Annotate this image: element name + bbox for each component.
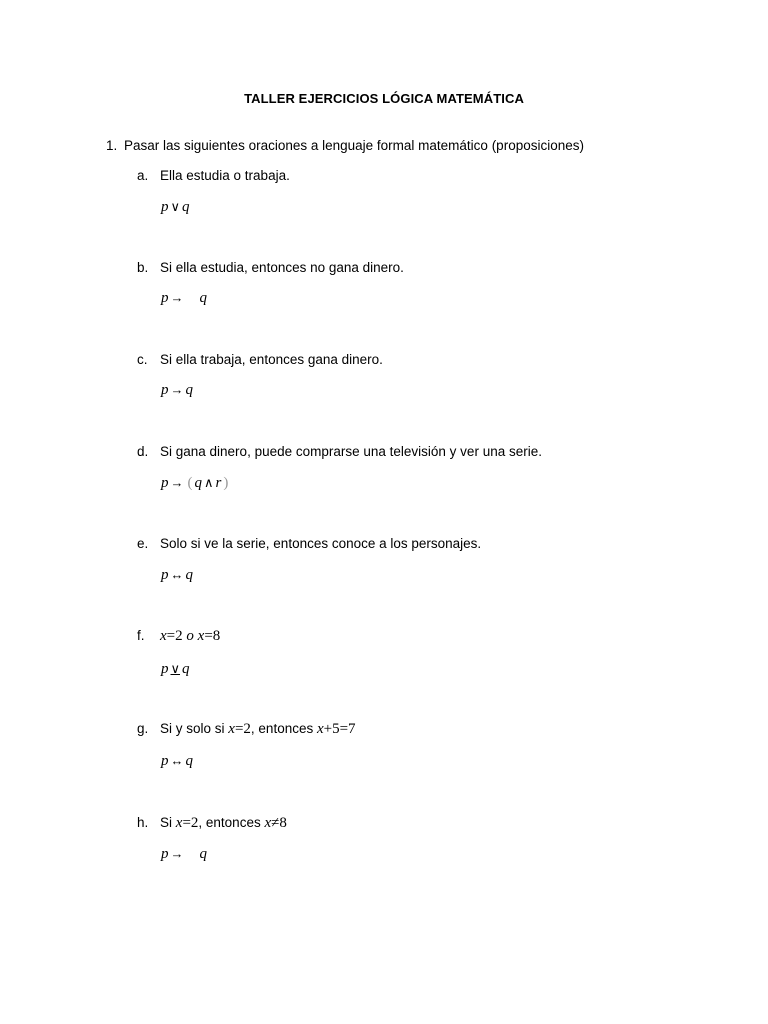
formula-g xyxy=(161,753,193,770)
var-p: p xyxy=(161,382,169,398)
formula-f xyxy=(161,661,190,678)
right-paren: ) xyxy=(223,475,229,491)
item-math: x=2 xyxy=(175,815,199,831)
item-b xyxy=(137,260,404,275)
iff-symbol: ↔ xyxy=(170,567,184,582)
question-number: 1. xyxy=(106,138,118,153)
item-g: g. Si y solo si x=2, entonces x+5=7 xyxy=(137,721,356,737)
var-p: p xyxy=(161,846,169,862)
item-text: Solo si ve la serie, entonces conoce a los personajes. xyxy=(160,536,482,551)
question-text: Pasar las siguientes oraciones a lenguaje formal matemático (proposiciones) xyxy=(124,138,584,153)
item-c xyxy=(137,352,383,367)
item-letter: b. xyxy=(137,260,149,275)
item-letter: c. xyxy=(137,352,148,367)
page-title: TALLER EJERCICIOS LÓGICA MATEMÁTICA xyxy=(244,91,524,106)
item-math: x+5=7 xyxy=(316,721,356,737)
var-q: q xyxy=(182,199,190,215)
item-d xyxy=(137,444,542,459)
or-symbol: ∨ xyxy=(170,199,181,214)
var-q: q xyxy=(199,846,207,862)
item-h: h. Si x=2, entonces x≠8 xyxy=(137,815,287,831)
item-math: x=2 o x=8 xyxy=(160,628,221,644)
item-e xyxy=(137,536,481,551)
item-text: Si ella trabaja, entonces gana dinero. xyxy=(160,352,383,367)
var-q: q xyxy=(199,290,207,306)
implies-symbol: → xyxy=(170,290,184,305)
item-math: x=2 xyxy=(228,721,251,737)
iff-symbol: ↔ xyxy=(170,753,184,768)
item-letter: e. xyxy=(137,536,149,551)
formula-e xyxy=(161,567,193,584)
implies-symbol: → xyxy=(170,846,184,861)
var-p: p xyxy=(161,290,169,306)
item-letter: f. xyxy=(137,628,145,643)
var-p: p xyxy=(161,753,169,769)
formula-h xyxy=(161,846,207,863)
var-q: q xyxy=(194,475,202,491)
var-p: p xyxy=(161,475,169,491)
var-q: q xyxy=(185,567,193,583)
formula-a xyxy=(161,199,190,216)
xor-symbol: ∨ xyxy=(170,661,181,676)
var-p: p xyxy=(161,661,169,677)
item-text: Si ella estudia, entonces no gana dinero. xyxy=(160,260,404,275)
item-math: x≠8 xyxy=(264,815,287,831)
item-text: Ella estudia o trabaja. xyxy=(160,168,290,183)
item-letter: g. xyxy=(137,721,149,736)
item-letter: d. xyxy=(137,444,149,459)
and-symbol: ∧ xyxy=(204,475,214,490)
var-q: q xyxy=(185,753,193,769)
formula-c xyxy=(161,382,193,399)
left-paren: ( xyxy=(187,475,193,491)
var-p: p xyxy=(161,199,169,215)
item-a xyxy=(137,168,290,183)
item-letter: h. xyxy=(137,815,149,830)
item-f xyxy=(137,628,220,645)
implies-symbol: → xyxy=(170,382,184,397)
var-q: q xyxy=(185,382,193,398)
formula-b xyxy=(161,290,207,307)
var-p: p xyxy=(161,567,169,583)
item-letter: a. xyxy=(137,168,149,183)
var-r: r xyxy=(215,475,222,491)
formula-d xyxy=(161,475,230,492)
question-1 xyxy=(106,138,584,153)
implies-symbol: → xyxy=(170,475,184,490)
item-text: Si gana dinero, puede comprarse una televisión y ver una serie. xyxy=(160,444,542,459)
var-q: q xyxy=(182,661,190,677)
